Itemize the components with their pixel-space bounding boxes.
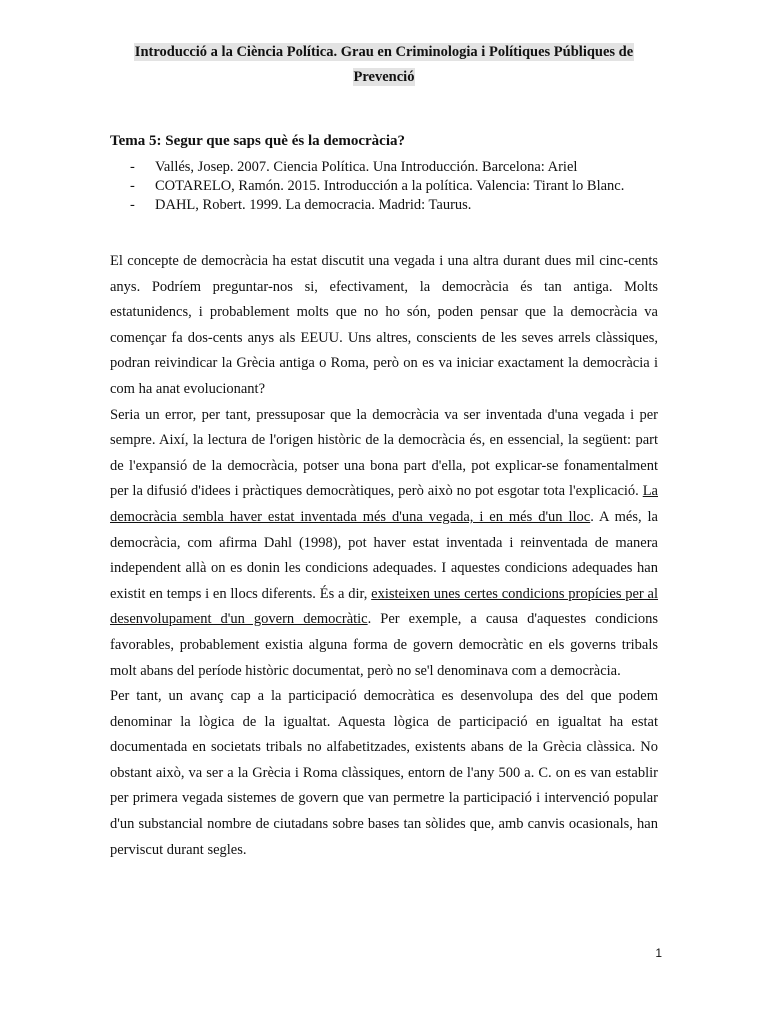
- reference-item: [110, 158, 670, 177]
- paragraph-2-part-2: . A més, la democràcia, com afirma Dahl (1998), pot haver estat inventada i reinventada de manera independent allà on es donin les condicions adequades. I aquestes condicions adequades han existit en temps i en llocs diferents. És a dir,: [110, 508, 658, 602]
- page-number: 1: [655, 946, 662, 960]
- list-dash: -: [130, 197, 135, 213]
- list-dash: -: [130, 178, 135, 194]
- underlined-phrase-1: La democràcia sembla haver estat inventada més d'una vegada, i en més d'un lloc: [110, 483, 658, 525]
- document-header: [110, 40, 658, 90]
- list-dash: -: [130, 159, 135, 175]
- paragraph-2-part-1: Seria un error, per tant, pressuposar que la democràcia va ser inventada d'una vegada i per sempre. Així, la lectura de l'origen històric de la democràcia és, en essencial, la següent: part de l'expansió de la democràcia, potser una bona part d'ella, pot explicar-se fonamentalment per la difusió d'idees i pràctiques democràtiques, però això no pot esgotar tota l'explicació.: [110, 406, 658, 500]
- reference-text: COTARELO, Ramón. 2015. Introducción a la política. Valencia: Tirant lo Blanc.: [155, 178, 625, 194]
- reference-text: DAHL, Robert. 1999. La democracia. Madrid: Taurus.: [155, 197, 472, 213]
- paragraph-1: El concepte de democràcia ha estat discutit una vegada i una altra durant dues mil cinc-cents anys. Podríem preguntar-nos si, efectivament, la democràcia és tan antiga. Molts estatunidencs, i probablement molts que no ho són, poden pensar que la democràcia va començar fa dos-cents anys als EEUU. Uns altres, conscients de les seves arrels clàssiques, podran reivindicar la Grècia antiga o Roma, però on es va iniciar exactament la democràcia i com ha anat evolucionant?: [110, 253, 658, 397]
- reference-list: [110, 158, 670, 215]
- reference-text: Vallés, Josep. 2007. Ciencia Política. Una Introducción. Barcelona: Ariel: [155, 159, 578, 175]
- reference-item: [110, 177, 670, 196]
- paragraph-3: Per tant, un avanç cap a la participació democràtica es desenvolupa des del que podem denominar la lògica de la igualtat. Aquesta lògica de participació en igualtat ha estat documentada en societats tribals no alfabetitzades, existents abans de la Grècia clàssica. No obstant això, va ser a la Grècia i Roma clàssiques, entorn de l'any 500 a. C. on es van establir per primera vegada sistemes de govern que van permetre la participació i intervenció popular d'un substancial nombre de ciutadans sobre bases tan sòlides que, amb canvis ocasionals, han perviscut durant segles.: [110, 688, 658, 858]
- paragraph-2: [110, 403, 658, 685]
- header-line-2: Prevenció: [353, 69, 415, 85]
- paragraph-2-part-3: . Per exemple, a causa d'aquestes condicions favorables, probablement existia alguna forma de govern democràtic en els governs tribals molt abans del període històric documentat, però no se'l denominava com a democràcia.: [110, 611, 658, 679]
- topic-title: Tema 5: Segur que saps què és la democràcia?: [110, 133, 406, 149]
- underlined-phrase-2: existeixen unes certes condicions propícies per al desenvolupament d'un govern democràtic: [110, 585, 659, 628]
- body-text: [110, 249, 658, 863]
- reference-item: [110, 196, 670, 215]
- header-line-1: Introducció a la Ciència Política. Grau en Criminologia i Polítiques Públiques de: [134, 44, 634, 60]
